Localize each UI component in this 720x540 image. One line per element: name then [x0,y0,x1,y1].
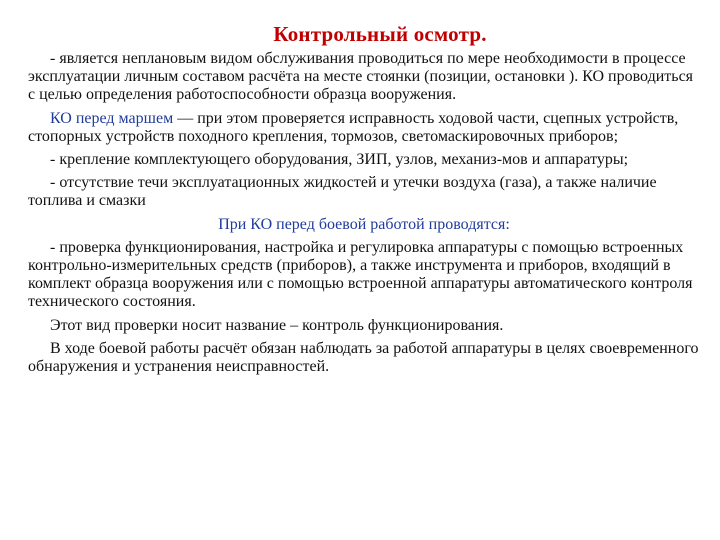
paragraph-check-name: Этот вид проверки носит название – контроль функционирования. [50,316,504,334]
paragraph-functional-check: - проверка функционирования, настройка и регулировка аппаратуры с помощью встроенных контрольно-измерительных средств (приборов), а также инструмента и приборов, входящий в комплект образца вооружения или с помощью встроенной аппаратуры автоматического контроля технического состояния. [28,238,693,311]
paragraph-combat-work: В ходе боевой работы расчёт обязан наблюдать за работой аппаратуры в целях своевременного обнаружения и устранения неисправностей. [28,339,699,376]
paragraph-before-march: КО перед маршем — при этом проверяется исправность ходовой части, сцепных устройств, стопорных устройств походного крепления, тормозов, светомаскировочных приборов; [28,109,679,145]
slide-body [28,50,700,381]
paragraph-leaks: - отсутствие течи эксплуатационных жидкостей и утечки воздуха (газа), а также наличие топлива и смазки [28,174,657,210]
paragraph-definition: - является неплановым видом обслуживания проводиться по мере необходимости в процессе эксплуатации личным составом расчёта на месте стоянки (позиции, остановки ). КО проводиться с целью определения работоспособности образца вооружения. [28,50,694,104]
slide-title: Контрольный осмотр. [273,22,487,46]
subheading-before-combat: При КО перед боевой работой проводятся: [218,215,510,233]
highlight-ko-before-march: КО перед маршем [50,109,174,127]
paragraph-mounting: - крепление комплектующего оборудования, ЗИП, узлов, механиз-мов и аппаратуры; [50,151,629,169]
